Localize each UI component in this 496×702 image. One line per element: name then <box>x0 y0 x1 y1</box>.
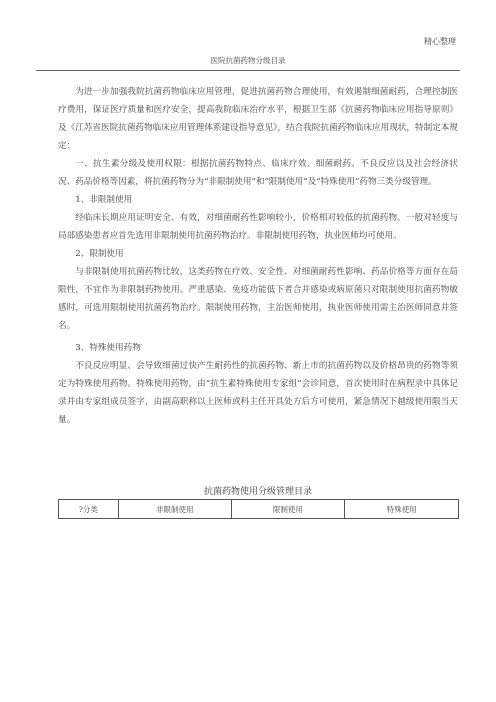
classification-table <box>58 499 459 519</box>
header-unrestricted: 非限制使用 <box>118 500 231 519</box>
table-caption: 抗菌药物使用分级管理目录 <box>203 487 312 497</box>
intro-paragraph: 为进一步加强我院抗菌药物临床应用管理，促进抗菌药物合理使用，有效遏制细菌耐药，合理控制医疗费用，保证医疗质量和医疗安全，提高我院临床治疗水平，根据卫生部《抗菌药物临床应用指导原则》及《江苏省医院抗菌药物临床应用管理体系建设指导意见》，结合我院抗菌药物临床应用现状，特制定本规定： <box>58 87 458 151</box>
header-restricted: 限制使用 <box>231 500 345 519</box>
header-category: ?分类 <box>59 500 119 519</box>
section-body-restricted: 与非限制使用抗菌药物比较，这类药物在疗效、安全性、对细菌耐药性影响、药品价格等方面存在局限性，不宜作为非限制药物使用。严重感染、免疫功能低下者合并感染或病原菌只对限制使用抗菌药物敏感时，可选用限制使用抗菌药物治疗。限制使用药物，主治医师使用，执业医师使用需主治医师同意并签名。 <box>58 267 458 331</box>
principle-paragraph: 一、抗生素分级及使用权限：根据抗菌药物特点、临床疗效、细菌耐药、不良反应以及社会经济状况、药品价格等因素，将抗菌药物分为“非限制使用”和“限制使用”及“特殊使用”药物三类分级管理。 <box>58 159 458 187</box>
section-body-unrestricted: 经临床长期应用证明安全、有效，对细菌耐药性影响较小，价格相对较低的抗菌药物。一般对轻度与局部感染患者应首先选用非限制使用抗菌药物治疗。非限制使用药物，执业医师均可使用。 <box>58 213 458 241</box>
section-body-special: 不良反应明显、会导致细菌过快产生耐药性的抗菌药物、新上市的抗菌药物以及价格昂贵的药物等须定为特殊使用药物。特殊使用药物，由“抗生素特殊使用专家组”会诊同意，首次使用时在病程录中具体记录并由专家组成员签字，由副高职称以上医师或科主任开具处方后方可使用，紧急情况下越级使用限当天量。 <box>58 361 458 425</box>
corner-note: 精心整理 <box>424 37 456 46</box>
document-body <box>58 83 458 429</box>
section-title-unrestricted: 1、非限制使用 <box>75 195 133 205</box>
table-header-row <box>59 500 459 519</box>
section-title-special: 3、特殊使用药物 <box>75 343 141 353</box>
section-title-restricted: 2、限制使用 <box>75 249 124 259</box>
page-header: 医院抗菌药物分级目录 <box>36 55 460 71</box>
header-special: 特殊使用 <box>345 500 459 519</box>
